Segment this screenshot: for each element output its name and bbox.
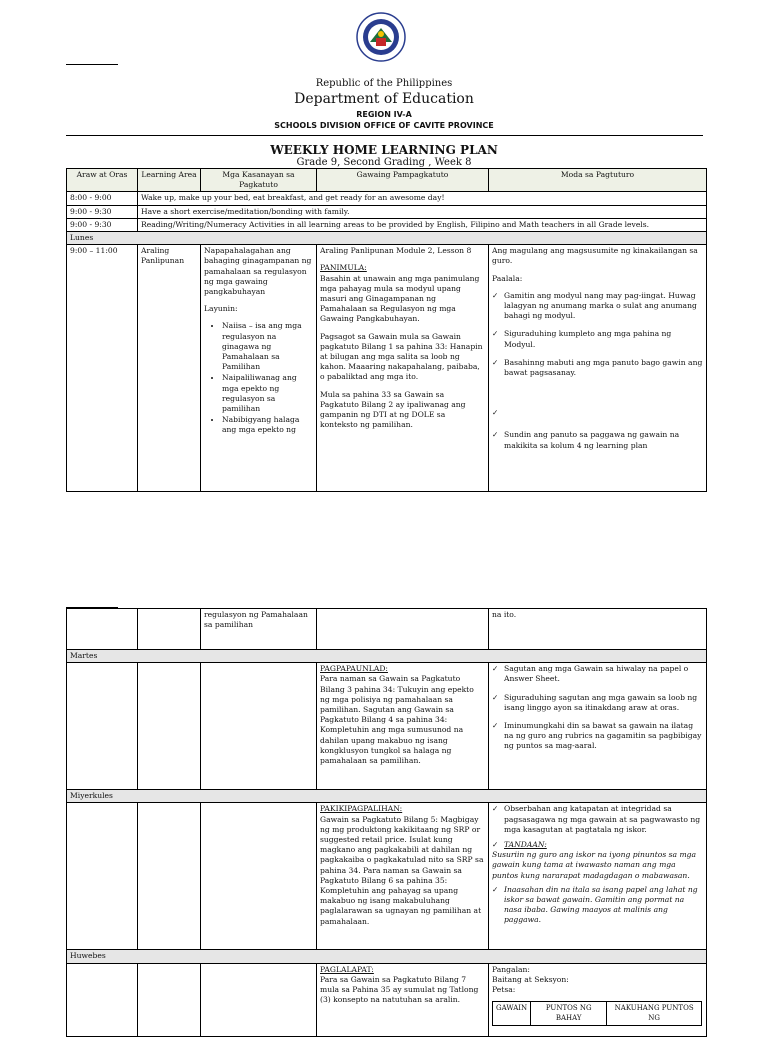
checklist-item: ✓ Iminumungkahi din sa bawat sa gawain na ilatag na ng guro ang rubrics na gagamitin sa pagbibigay ng puntos sa mag-aaral. — [492, 721, 702, 751]
checklist-item: ✓ Siguraduhing kumpleto ang mga pahina ng Modyul. — [492, 329, 672, 349]
pangalan-label: Pangalan: — [492, 964, 530, 974]
continuation-row — [67, 609, 707, 650]
objective-item: • Naipaliliwanag ang mga epekto ng regulasyon sa pamilihan — [222, 373, 313, 414]
day-label: Miyerkules — [67, 790, 707, 803]
tandaan-text: Susuriin ng guro ang iskor na iyong pinuntos sa mga gawain kung tama at iwawasto naman ang mga puntos kung nararapat madagdagan o mabawasan. — [492, 850, 697, 880]
lunes-moda-cell — [489, 245, 707, 492]
checklist-item: ✓ Basahinng mabuti ang mga panuto bago gawin ang bawat pagsasanay. — [492, 357, 703, 378]
deped-seal-icon — [356, 12, 406, 62]
module-line: Araling Panlipunan Module 2, Lesson 8 — [320, 246, 472, 256]
schedule-time: 9:00 - 9:30 — [67, 205, 138, 218]
checklist-item: ✓ Sundin ang panuto sa paggawa ng gawain na makikita sa kolum 4 ng learning plan — [492, 430, 680, 450]
huwebes-row — [67, 963, 707, 1036]
checklist-item — [492, 408, 703, 418]
objectives-list — [204, 321, 313, 435]
page-two — [0, 585, 768, 1024]
check-icon: ✓ — [492, 357, 499, 367]
objective-item: • Naiisa – isa ang mga regulasyon na ginagawa ng Pamahalaan sa Pamilihan — [222, 321, 313, 372]
lunes-skills-cell — [201, 245, 317, 492]
col-header: Mga Kasanayan sa Pagkatuto — [201, 169, 317, 192]
petsa-label: Petsa: — [492, 985, 516, 995]
miyerkules-row — [67, 803, 707, 950]
page-gap — [0, 500, 768, 585]
pagpapaunlad-label: PAGPAPAUNLAD: — [320, 664, 388, 674]
checklist-item: ✓ Siguraduhing sagutan ang mga gawain sa loob ng isang linggo ayon sa itinakdang araw at oras. — [492, 692, 698, 712]
continuation-skill: regulasyon ng Pamahalaan sa pamilihan — [201, 609, 317, 650]
department-line: Department of Education — [294, 91, 474, 107]
day-label: Huwebes — [67, 950, 707, 963]
checklist-item: ✓ Gamitin ang modyul nang may pag-iingat. Huwag lalagyan ng anumang marka o sulat ang anumang bahagi ng modyul. — [492, 290, 697, 321]
objective-item: • Nabibigyang halaga ang mga epekto ng — [222, 415, 313, 435]
checklist-item: ✓ Sagutan ang mga Gawain sa hiwalay na papel o Answer Sheet. — [492, 664, 689, 684]
day-row-martes — [67, 650, 707, 663]
check-icon: ✓ — [492, 430, 499, 440]
martes-activities-cell — [317, 663, 489, 790]
moda-checklist — [492, 291, 703, 451]
score-table — [492, 1001, 702, 1025]
score-col-header: GAWAIN — [493, 1002, 531, 1025]
document-title: WEEKLY HOME LEARNING PLAN — [270, 143, 498, 157]
check-icon: ✓ — [492, 408, 499, 418]
col-header: Learning Area — [138, 169, 201, 192]
miyerkules-activities-cell — [317, 803, 489, 950]
sagot-text: Pagsagot sa Gawain mula sa Gawain pagkatuto Bilang 1 sa pahina 33: Hanapin at bilugan ang mga salita sa loob ng kahon. Maaaring nakapahalang, paibaba, o pabaliktad ang mga ito. — [320, 331, 483, 382]
check-icon: ✓ — [492, 664, 499, 674]
header-divider — [66, 135, 703, 136]
table-header-row — [67, 169, 707, 192]
mula-text: Mula sa pahina 33 sa Gawain sa Pagkatuto Bilang 2 ay ipaliwanag ang gampanin ng DTI at ng DOLE sa konteksto ng pamilihan. — [320, 389, 466, 430]
checklist-item: ✓ Inaasahan din na itala sa isang papel ang lahat ng iskor sa bawat gawain. Gamitin ang pormat na nasa ibaba. Gawing maayos at malinis ang paggawa. — [492, 884, 698, 925]
division-line: SCHOOLS DIVISION OFFICE OF CAVITE PROVINCE — [274, 121, 494, 130]
col-header: Gawaing Pampagkatuto — [317, 169, 489, 192]
page-two-rule-short — [66, 607, 118, 608]
day-label: Martes — [67, 650, 707, 663]
republic-line: Republic of the Philippines — [315, 78, 453, 89]
checklist-item: ✓ Obserbahan ang katapatan at integridad sa pagsasagawa ng mga gawain at sa pagwawasto ng mga kasagutan at pagtatala ng iskor. — [492, 804, 701, 834]
schedule-text: Wake up, make up your bed, eat breakfast, and get ready for an awesome day! — [138, 192, 707, 205]
check-icon: ✓ — [492, 804, 499, 814]
miyerkules-checklist — [492, 804, 703, 850]
schedule-row — [67, 205, 707, 218]
lunes-activities-cell — [317, 245, 489, 492]
check-icon: ✓ — [492, 290, 499, 300]
lunes-skill: Napapahalagahan ang bahaging ginagampanan ng pamahalaan sa regulasyon ng mga gawaing pangkabuhayan — [204, 246, 312, 297]
schedule-text: Reading/Writing/Numeracy Activities in all learning areas to be provided by English, Filipino and Math teachers in all Grade levels. — [138, 218, 707, 231]
martes-row — [67, 663, 707, 790]
day-row-miyerkules — [67, 790, 707, 803]
miyerkules-text: Gawain sa Pagkatuto Bilang 5: Magbigay ng mg produktong kakikitaang ng SRP or suggested retail price. Isulat kung magkano ang pagkakabili at dahilan ng pagkakaiba o pagkakatulad nito sa SRP sa pahina 34. Para naman sa Gawain sa Pagkatuto Bilang 6 sa pahina 35: Kompletuhin ang pahayag sa upang makabuo ng isang makabuluhang paglalarawan sa ugnayan ng pamilihan at pamahalaan. — [320, 814, 484, 926]
huwebes-moda-cell — [489, 963, 707, 1036]
martes-moda-cell — [489, 663, 707, 790]
moda-intro: Ang magulang ang magsusumite ng kinakailangan sa guro. — [492, 246, 698, 266]
panimula-label: PANIMULA: — [320, 263, 367, 273]
check-icon: ✓ — [492, 692, 499, 702]
pakikipagpalihan-label: PAKIKIPAGPALIHAN: — [320, 804, 403, 814]
schedule-row — [67, 192, 707, 205]
col-header: Moda sa Pagtuturo — [489, 169, 707, 192]
day-row-lunes — [67, 232, 707, 245]
checklist-item: ✓ TANDAAN: — [492, 840, 547, 850]
check-icon: ✓ — [492, 329, 499, 339]
huwebes-text: Para sa Gawain sa Pagkatuto Bilang 7 mula sa Pahina 35 ay sumulat ng Tatlong (3) konsepto na natutuhan sa aralin. — [320, 974, 479, 1005]
layunin-label: Layunin: — [204, 304, 238, 314]
col-header: Araw at Oras — [67, 169, 138, 192]
score-col-header: PUNTOS NG BAHAY — [531, 1002, 607, 1025]
header-rule-short — [66, 64, 118, 65]
check-icon: ✓ — [492, 884, 499, 894]
day-row-huwebes — [67, 950, 707, 963]
day-label: Lunes — [67, 232, 707, 245]
lunes-row — [67, 245, 707, 492]
schedule-text: Have a short exercise/meditation/bonding with family. — [138, 205, 707, 218]
continuation-moda: na ito. — [489, 609, 707, 650]
score-col-header: NAKUHANG PUNTOS NG — [607, 1002, 702, 1025]
document-subtitle: Grade 9, Second Grading , Week 8 — [296, 157, 472, 168]
lunes-area: Araling Panlipunan — [138, 245, 201, 492]
schedule-row — [67, 218, 707, 231]
martes-text: Para naman sa Gawain sa Pagkatuto Bilang 3 pahina 34: Tukuyin ang epekto ng mga polisiya ng pamahalaan sa pamilihan. Sagutan ang Gawain sa Pagkatuto Bilang 4 sa pahina 34: Kompletuhin ang mga sumusunod na dahilan upang makabuo ng isang kongklusyon tungkol sa halaga ng pamahalaan sa pamilihan. — [320, 674, 474, 766]
paalala-label: Paalala: — [492, 273, 523, 283]
region-line: REGION IV-A — [356, 110, 412, 119]
learning-plan-table — [66, 168, 707, 492]
panimula-text: Basahin at unawain ang mga panimulang mga pahayag mula sa modyul upang masuri ang Ginagampanan ng Pamahalaan sa Regulasyon ng mga Gawaing Pangkabuhayan. — [320, 273, 480, 324]
miyerkules-moda-cell — [489, 803, 707, 950]
learning-plan-table-continued — [66, 608, 707, 1037]
lunes-time: 9:00 – 11:00 — [67, 245, 138, 492]
check-icon: ✓ — [492, 721, 499, 731]
schedule-time: 9:00 - 9:30 — [67, 218, 138, 231]
huwebes-activities-cell — [317, 963, 489, 1036]
check-icon: ✓ — [492, 840, 499, 850]
schedule-time: 8:00 - 9:00 — [67, 192, 138, 205]
baitang-label: Baitang at Seksyon: — [492, 974, 569, 984]
paglalapat-label: PAGLALAPAT: — [320, 964, 374, 974]
martes-checklist — [492, 664, 703, 751]
